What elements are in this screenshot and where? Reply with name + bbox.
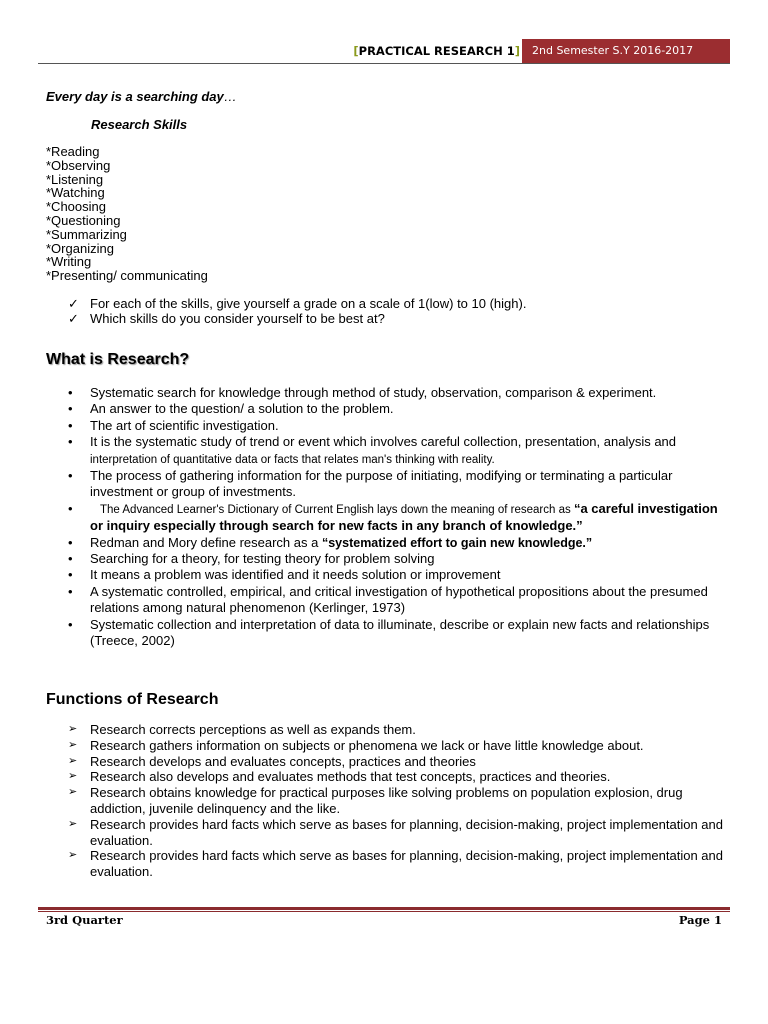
item-quote: “a careful investigation or inquiry especially through search for new facts in any branch of knowledge.” [90, 500, 718, 534]
checkmark-icon: ✓ [68, 311, 79, 326]
skill-item: *Questioning [46, 212, 121, 228]
footer-quarter: 3rd Quarter [46, 913, 123, 927]
functions-list [68, 722, 728, 880]
check-text: Which skills do you consider yourself to be best at? [90, 311, 385, 326]
skill-item: *Summarizing [46, 226, 127, 242]
item-text: Research also develops and evaluates methods that test concepts, practices and theories. [90, 769, 611, 785]
arrow-bullet-icon: ➢ [68, 849, 78, 862]
skill-item: *Listening [46, 171, 104, 187]
motto-text: Every day is a searching day [46, 89, 224, 104]
bullet-icon: • [68, 401, 73, 417]
item-text: An answer to the question/ a solution to the problem. [90, 401, 394, 417]
skill-item: *Presenting/ communicating [46, 268, 208, 284]
item-text: The process of gathering information for the purpose of initiating, modifying or terminating a particular investment or group of investments. [90, 468, 673, 500]
semester-badge: 2nd Semester S.Y 2016-2017 [522, 39, 730, 63]
header-divider [38, 63, 730, 64]
what-is-research-heading: What is Research? [46, 351, 190, 368]
page-number: Page 1 [678, 913, 722, 927]
list-item [68, 434, 728, 468]
check-text: For each of the skills, give yourself a grade on a scale of 1(low) to 10 (high). [90, 296, 527, 311]
list-item [68, 617, 728, 650]
footer-divider-thin [38, 911, 730, 912]
item-text: The art of scientific investigation. [90, 417, 279, 433]
item-text: Research develops and evaluates concepts, practices and theories [90, 753, 476, 769]
item-text: Searching for a theory, for testing theory for problem solving [90, 551, 435, 567]
item-text: Research provides hard facts which serve as bases for planning, decision-making, project implementation and evaluation. [90, 848, 723, 880]
list-item [68, 535, 728, 551]
checklist [68, 296, 748, 326]
footer-divider-thick [38, 907, 730, 910]
course-title [340, 44, 520, 58]
research-definitions-list [68, 385, 728, 650]
list-item [68, 418, 728, 434]
course-name: PRACTICAL RESEARCH 1 [358, 44, 515, 58]
skill-item: *Observing [46, 157, 111, 173]
arrow-bullet-icon: ➢ [68, 738, 78, 751]
list-item [68, 584, 728, 617]
skill-item: *Choosing [46, 199, 106, 215]
item-text: Research provides hard facts which serve as bases for planning, decision-making, project implementation and evaluation. [90, 816, 723, 848]
item-text: The Advanced Learner's Dictionary of Current English lays down the meaning of research as [100, 503, 574, 516]
bullet-icon: • [68, 567, 73, 583]
arrow-bullet-icon: ➢ [68, 817, 78, 830]
checkmark-icon: ✓ [68, 296, 79, 311]
bullet-icon: • [68, 468, 73, 484]
skill-item: *Writing [46, 254, 92, 270]
item-text: Research obtains knowledge for practical purposes like solving problems on population explosion, drug addiction, juvenile delinquency and the like. [90, 785, 683, 816]
item-text: Redman and Mory define research as a [90, 534, 322, 550]
item-text: It is the systematic study of trend or event which involves careful collection, presentation, analysis and [90, 434, 677, 450]
bullet-icon: • [68, 551, 73, 567]
check-item [68, 296, 748, 311]
list-item [68, 468, 728, 501]
skill-item: *Organizing [46, 240, 114, 256]
bullet-icon: • [68, 500, 73, 516]
bullet-icon: • [68, 385, 73, 400]
list-item [68, 738, 728, 754]
functions-heading: Functions of Research [46, 691, 219, 708]
bullet-icon: • [68, 434, 73, 450]
skills-list [46, 145, 208, 283]
list-item [68, 848, 728, 880]
item-text-continued: interpretation of quantitative data or facts that relates man's thinking with reality. [90, 453, 495, 466]
motto-ellipsis: … [223, 89, 237, 104]
item-text: It means a problem was identified and it needs solution or improvement [90, 567, 501, 583]
item-text: Research corrects perceptions as well as expands them. [90, 722, 416, 737]
list-item [68, 754, 728, 770]
bullet-icon: • [68, 534, 73, 550]
item-text: Research gathers information on subjects or phenomena we lack or have little knowledge about. [90, 737, 644, 753]
arrow-bullet-icon: ➢ [68, 786, 78, 799]
skills-title: Research Skills [91, 117, 188, 132]
bullet-icon: • [68, 583, 73, 599]
list-item [68, 385, 728, 401]
arrow-bullet-icon: ➢ [68, 754, 78, 767]
check-item [68, 311, 748, 326]
bullet-icon: • [68, 417, 73, 433]
list-item [68, 551, 728, 567]
skill-item: *Watching [46, 185, 105, 201]
bracket-close: ] [514, 44, 520, 58]
list-item [68, 769, 728, 785]
bullet-icon: • [68, 616, 73, 632]
list-item [68, 817, 728, 849]
item-text: Systematic search for knowledge through method of study, observation, comparison & experiment. [90, 385, 657, 400]
item-quote: “systematized effort to gain new knowledge.” [321, 535, 593, 550]
list-item [68, 567, 728, 583]
skill-item: *Reading [46, 144, 100, 159]
list-item [68, 785, 728, 817]
arrow-bullet-icon: ➢ [68, 723, 78, 735]
list-item [68, 401, 728, 417]
bracket-open: [ [353, 44, 359, 58]
arrow-bullet-icon: ➢ [68, 770, 78, 783]
motto [46, 90, 237, 104]
list-item [68, 501, 728, 535]
list-item [68, 722, 728, 738]
item-text: Systematic collection and interpretation of data to illuminate, describe or explain new facts and relationships (Treece, 2002) [90, 616, 710, 649]
item-text: A systematic controlled, empirical, and critical investigation of hypothetical propositions about the presumed relations among natural phenomenon (Kerlinger, 1973) [90, 583, 708, 616]
